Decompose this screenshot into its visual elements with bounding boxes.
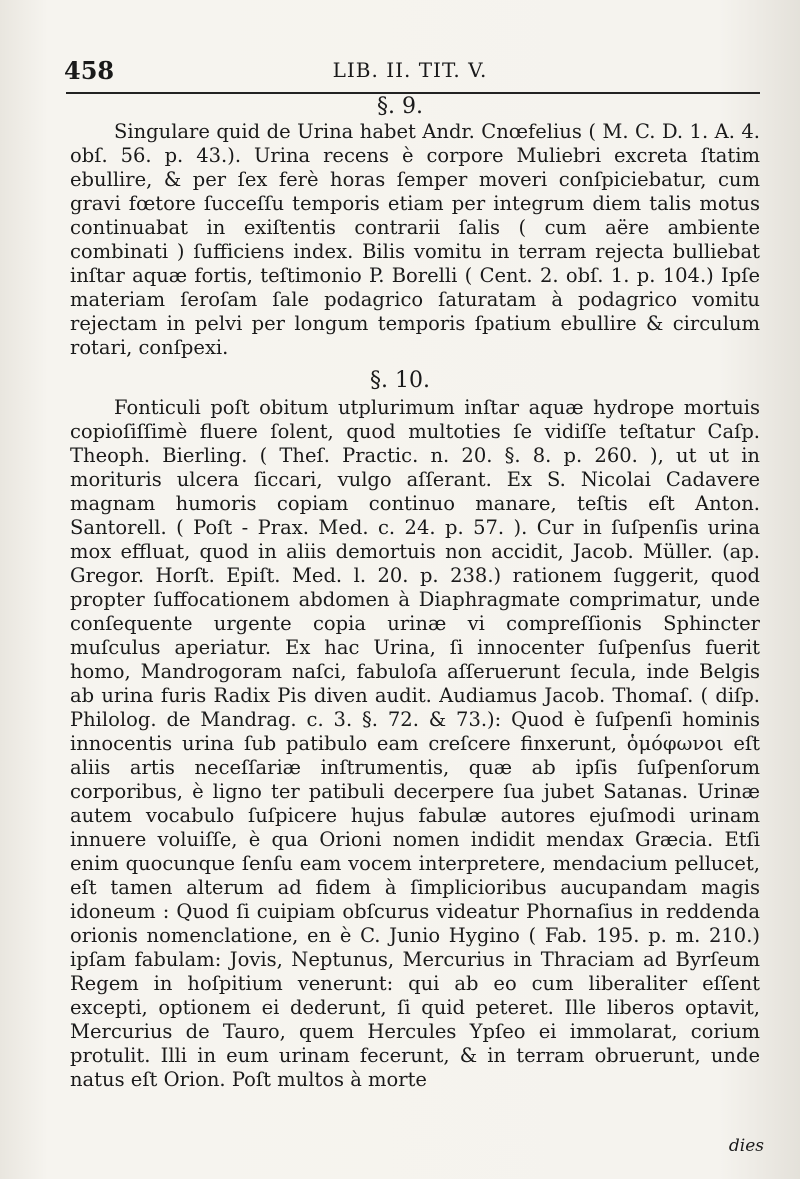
- section-10-body: Fonticuli poſt obitum utplurimum inſtar aquæ hydrope mortuis copioſiſſimè fluere ſolent, quod multoties ſe vidiſſe teſtatur Caſp. Theoph. Bierling. ( Theſ. Practic. n. 20. §. 8. p. 260. ), ut ut in morituris ulcera ſiccari, vulgo aſſerant. Ex S. Nicolai Cadavere magnam humoris copiam continuo manare, teſtis eſt Anton. Santorell. ( Poſt - Prax. Med. c. 24. p. 57. ). Cur in ſuſpenſis urina mox effluat, quod in aliis demortuis non accidit, Jacob. Müller. (ap. Gregor. Horſt. Epiſt. Med. l. 20. p. 238.) rationem ſuggerit, quod propter ſuffocationem abdomen à Diaphragmate comprimatur, unde conſequente urgente copia urinæ vi compreſſionis Sphincter muſculus aperiatur. Ex hac Urina, ſi innocenter ſuſpenſus fuerit homo, Mandrogoram naſci, fabuloſa aſſeruerunt ſecula, inde Belgis ab urina furis Radix Pis diven audit. Audiamus Jacob. Thomaſ. ( diſp. Philolog. de Mandrag. c. 3. §. 72. & 73.): Quod è ſuſpenſi hominis innocentis urina ſub patibulo eam creſcere finxerunt, ὁμόφωνοι eſt aliis artis neceſſariæ inſtrumentis, quæ ab ipſis ſuſpenſorum corporibus, è ligno ter patibuli decerpere ſua jubet Satanas. Urinæ autem vocabulo ſuſpicere hujus fabulæ autores ejuſmodi urinam innuere voluiſſe, è qua Orioni nomen indidit mendax Græcia. Etſi enim quocunque ſenſu eam vocem interpretere, mendacium pellucet, eſt tamen alterum ad fidem à ſimplicioribus aucupandam magis idoneum : Quod ſi cuipiam obſcurus videatur Phornaſius in reddenda orionis nomenclatione, en è C. Junio Hygino ( Fab. 195. p. m. 210.) ipſam fabulam: Jovis, Neptunus, Mercurius in Thraciam ad Byrſeum Regem in hoſpitium venerunt: qui ab eo cum liberaliter eſſent excepti, optionem ei dederunt, ſi quid peteret. Ille liberos optavit, Mercurius de Tauro, quem Hercules Ypſeo ei immolarat, corium protulit. Illi in eum urinam fecerunt, & in terram obruerunt, unde natus eſt Orion. Poſt multos à morte: [70, 396, 760, 1091]
- page-header: [60, 52, 760, 86]
- section-9-body: Singulare quid de Urina habet Andr. Cnœfelius ( M. C. D. 1. A. 4. obſ. 56. p. 43.). Urina recens è corpore Muliebri excreta ſtatim ebullire, & per ſex ferè horas ſemper moveri conſpiciebatur, cum gravi fœtore ſucceſſu temporis etiam per integrum diem talis motus continuabat in exiſtentis contrarii ſalis ( cum aëre ambiente combinati ) ſufficiens index. Bilis vomitu in terram rejecta bulliebat inſtar aquæ fortis, teſtimonio P. Borelli ( Cent. 2. obſ. 1. p. 104.) Ipſe materiam ſeroſam ſale podagrico ſaturatam à podagrico vomitu rejectam in pelvi per longum temporis ſpatium ebullire & circulum rotari, conſpexi.: [70, 120, 760, 359]
- section-9-heading: §. 9.: [377, 94, 423, 119]
- catchword: dies: [728, 1136, 764, 1156]
- section-10-heading: §. 10.: [370, 368, 430, 393]
- running-title: LIB. II. TIT. V.: [332, 58, 488, 82]
- section-10-text: [70, 396, 760, 1092]
- section-9-text: [70, 120, 760, 360]
- page-number: 458: [64, 56, 115, 85]
